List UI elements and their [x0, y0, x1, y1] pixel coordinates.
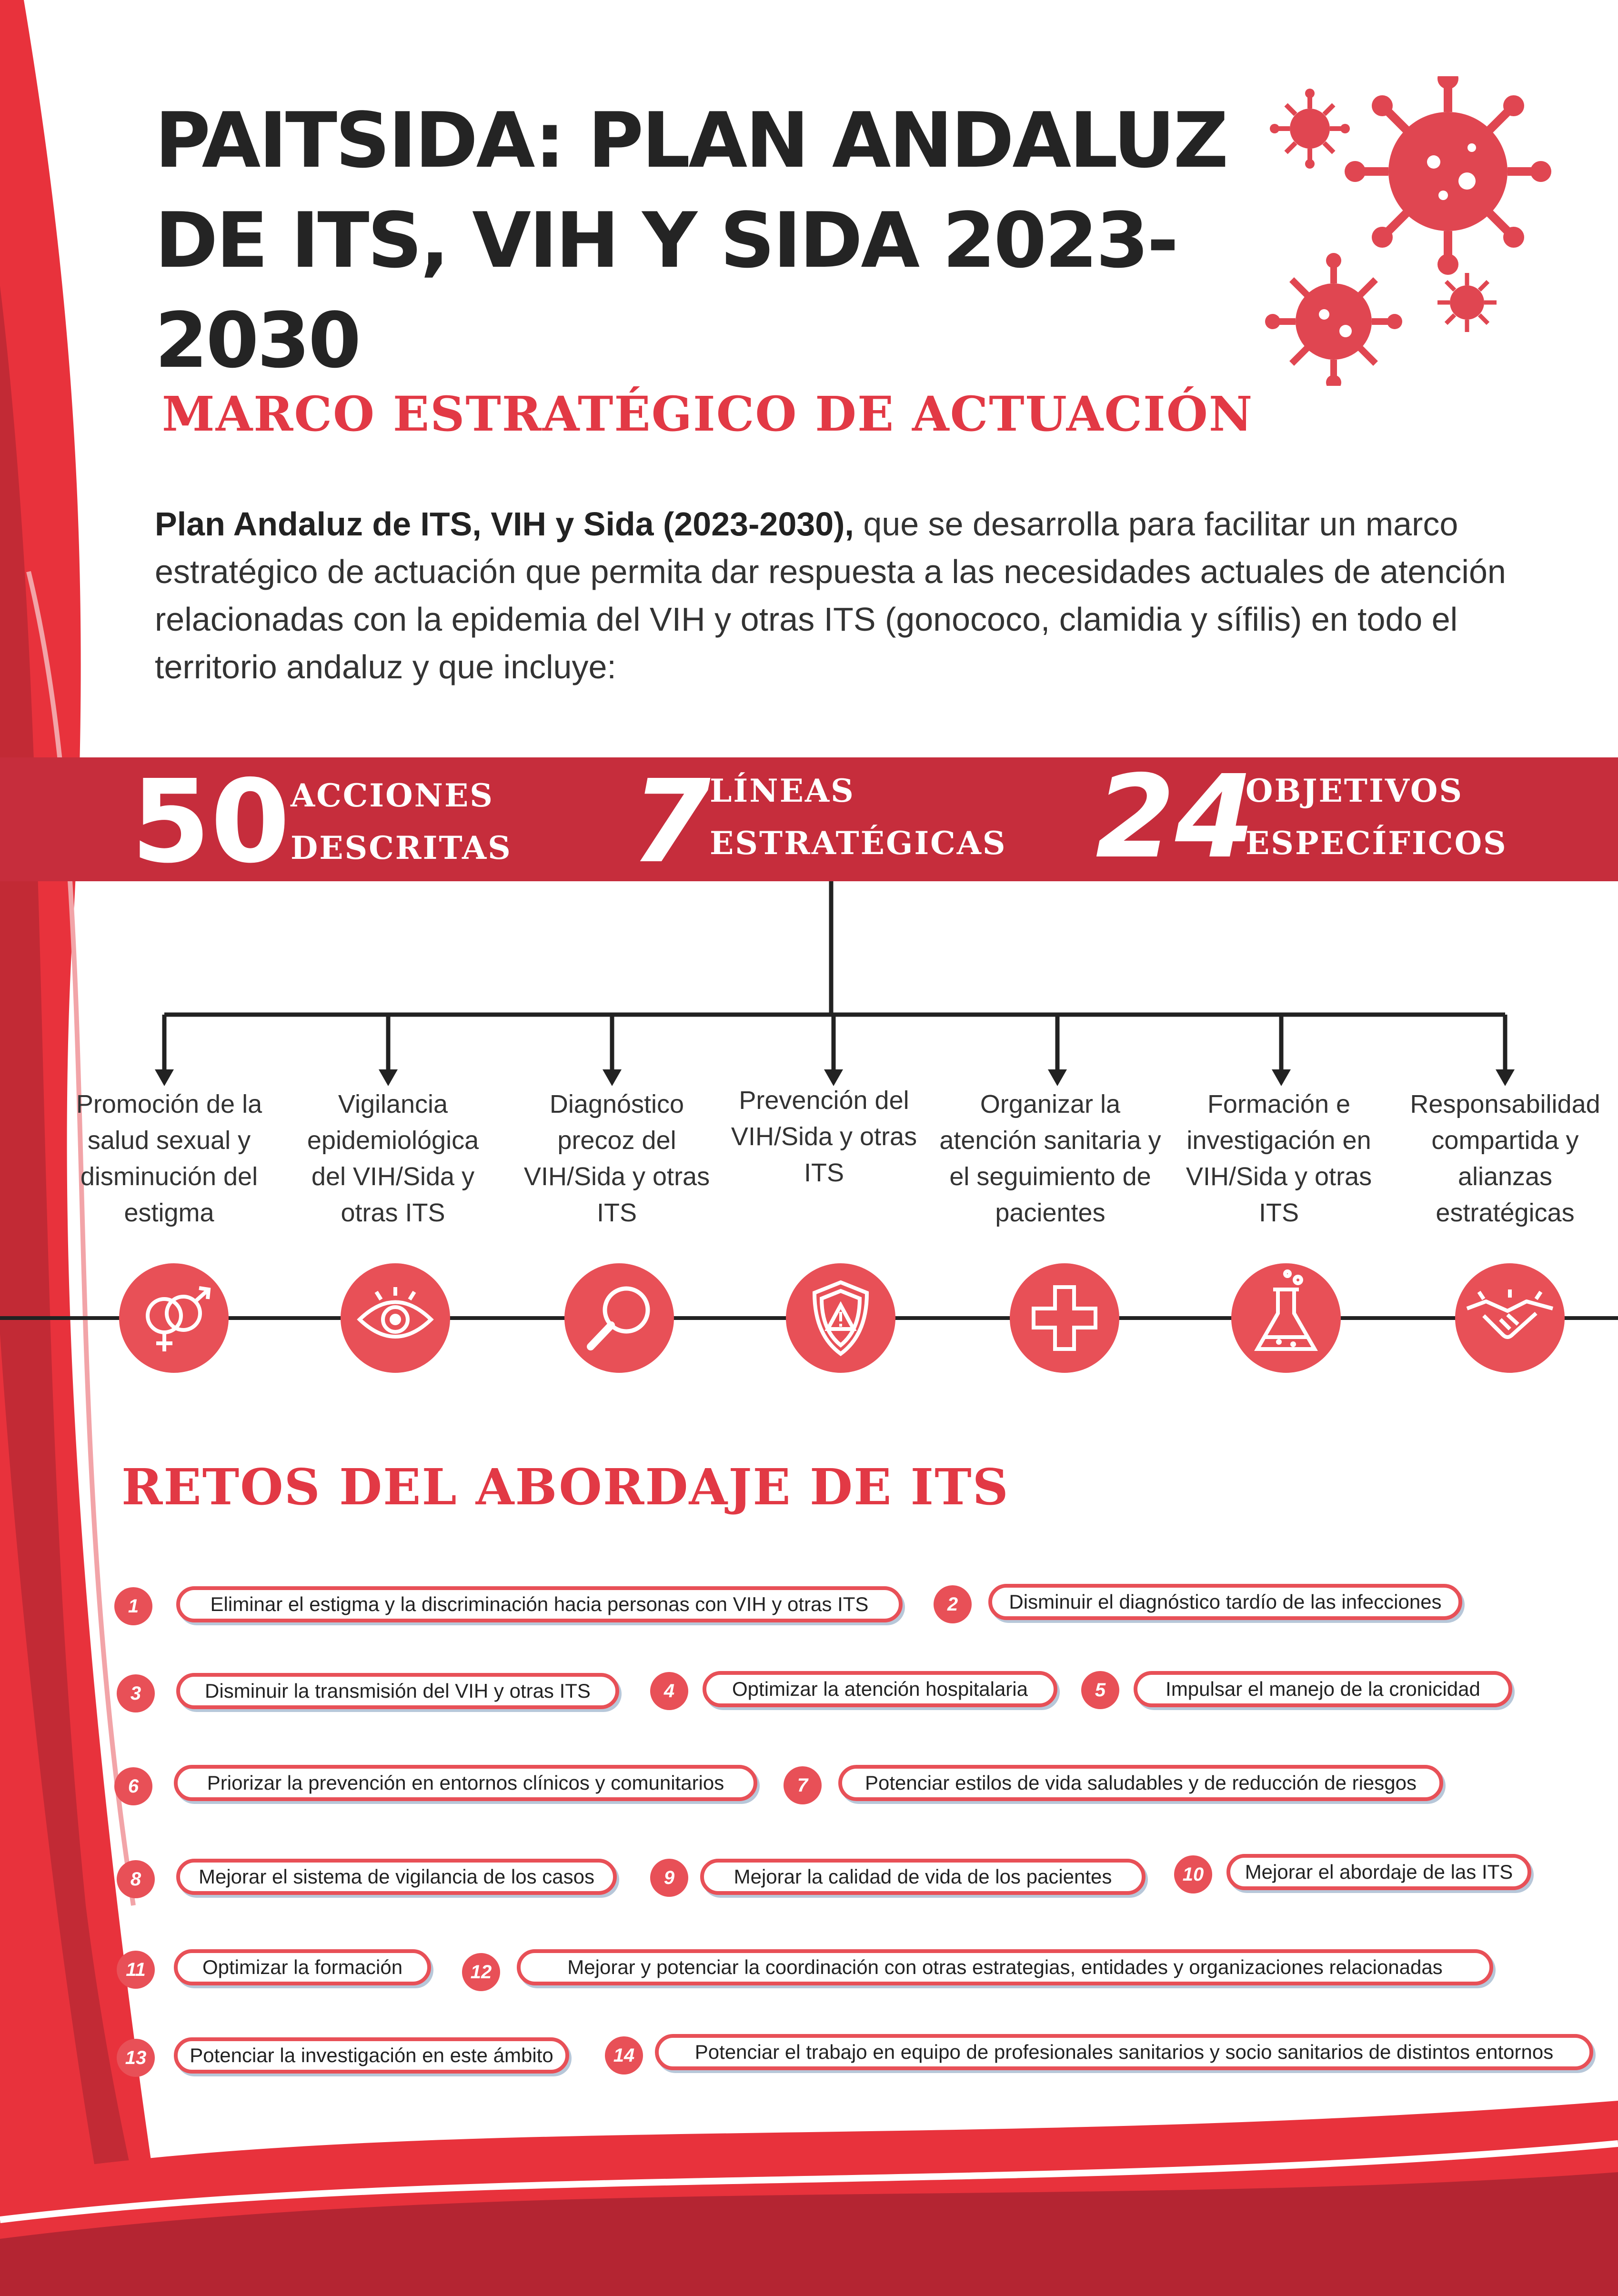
virus-icon	[1437, 273, 1497, 332]
connector-lines	[0, 881, 1618, 1096]
reto-pill: Mejorar y potenciar la coordinación con otras estrategias, entidades y organizaciones relacionadas	[517, 1949, 1493, 1985]
virus-icon	[1345, 76, 1551, 275]
section-title-marco: MARCO ESTRATÉGICO DE ACTUACIÓN	[162, 386, 1254, 442]
stat-number-lineas: 7	[631, 755, 711, 888]
eye-icon	[341, 1263, 450, 1373]
stat-number-objetivos: 24	[1095, 750, 1255, 884]
stat-label-line: ESPECÍFICOS	[1246, 825, 1507, 862]
circle-diagnostico	[564, 1263, 674, 1373]
reto-pill: Disminuir el diagnóstico tardío de las infecciones	[988, 1584, 1462, 1620]
stat-label-line: OBJETIVOS	[1246, 772, 1463, 809]
reto-number: 4	[650, 1672, 688, 1710]
stat-label-acciones	[291, 769, 512, 874]
reto-pill: Impulsar el manejo de la cronicidad	[1134, 1671, 1512, 1707]
line-label-responsabilidad: Responsabilidad compartida y alianzas estratégicas	[1410, 1090, 1600, 1227]
stat-label-line: LÍNEAS	[710, 772, 855, 809]
reto-number: 11	[117, 1951, 155, 1989]
circle-responsabilidad	[1455, 1263, 1565, 1373]
line-label-vigilancia: Vigilancia epidemiológica del VIH/Sida y otras ITS	[307, 1090, 479, 1227]
reto-number: 2	[934, 1585, 972, 1623]
line-label-diagnostico: Diagnóstico precoz del VIH/Sida y otras ITS	[523, 1090, 710, 1227]
stat-label-objetivos	[1246, 765, 1507, 869]
stat-label-line: ACCIONES	[291, 777, 494, 814]
intro-bold: Plan Andaluz de ITS, VIH y Sida (2023-2030),	[155, 505, 854, 543]
circle-organizar	[1010, 1263, 1119, 1373]
shield-warning-icon	[786, 1263, 895, 1373]
reto-pill: Potenciar el trabajo en equipo de profesionales sanitarios y socio sanitarios de distintos entornos	[655, 2034, 1593, 2070]
handshake-icon	[1455, 1263, 1565, 1373]
reto-number: 7	[784, 1766, 822, 1804]
line-label-organizar: Organizar la atención sanitaria y el seguimiento de pacientes	[939, 1090, 1161, 1227]
reto-number: 5	[1081, 1671, 1119, 1709]
flask-icon	[1231, 1263, 1341, 1373]
reto-number: 6	[114, 1767, 152, 1805]
reto-number: 10	[1174, 1855, 1212, 1893]
reto-number: 12	[462, 1953, 500, 1991]
reto-pill: Mejorar la calidad de vida de los pacientes	[700, 1859, 1146, 1895]
stat-number-acciones: 50	[131, 755, 290, 888]
reto-number: 9	[650, 1859, 688, 1897]
reto-pill: Mejorar el sistema de vigilancia de los casos	[176, 1859, 617, 1895]
reto-number: 14	[605, 2036, 643, 2074]
virus-icon	[1265, 253, 1402, 386]
circle-prevencion	[786, 1263, 895, 1373]
gender-symbols-icon	[119, 1263, 229, 1373]
circle-vigilancia	[341, 1263, 450, 1373]
reto-pill: Potenciar estilos de vida saludables y de reducción de riesgos	[838, 1765, 1443, 1801]
stat-label-line: DESCRITAS	[291, 829, 512, 866]
stat-label-lineas	[710, 765, 1007, 869]
circle-promocion	[119, 1263, 229, 1373]
stat-label-line: ESTRATÉGICAS	[710, 825, 1007, 862]
section-title-retos: RETOS DEL ABORDAJE DE ITS	[121, 1458, 1009, 1516]
reto-pill: Priorizar la prevención en entornos clínicos y comunitarios	[174, 1765, 757, 1801]
page-title: PAITSIDA: PLAN ANDALUZ DE ITS, VIH Y SIDA 2023-2030	[155, 96, 1227, 385]
reto-pill: Eliminar el estigma y la discriminación hacia personas con VIH y otras ITS	[176, 1586, 903, 1622]
intro-paragraph	[155, 500, 1536, 691]
reto-pill: Mejorar el abordaje de las ITS	[1226, 1854, 1531, 1890]
reto-pill: Disminuir la transmisión del VIH y otras ITS	[176, 1673, 619, 1709]
reto-number: 8	[117, 1860, 155, 1898]
circle-formacion	[1231, 1263, 1341, 1373]
intro-text: que se desarrolla para facilitar un marco estratégico de actuación que permita dar respuesta a las necesidades actuales de atención relacionadas con la epidemia del VIH y otras ITS (gonococo, clamidia y sífilis) en todo el territorio andaluz y que incluye:	[155, 505, 1506, 685]
reto-number: 3	[117, 1674, 155, 1712]
line-label-promocion: Promoción de la salud sexual y disminución del estigma	[76, 1090, 262, 1227]
magnifier-icon	[564, 1263, 674, 1373]
reto-pill: Potenciar la investigación en este ámbito	[174, 2037, 569, 2074]
line-label-formacion: Formación e investigación en VIH/Sida y otras ITS	[1186, 1090, 1372, 1227]
line-label-prevencion: Prevención del VIH/Sida y otras ITS	[731, 1086, 917, 1187]
medical-cross-icon	[1010, 1263, 1119, 1373]
virus-icon-group	[1257, 76, 1553, 386]
reto-pill: Optimizar la formación	[174, 1949, 431, 1985]
virus-icon	[1270, 89, 1350, 169]
reto-number: 1	[114, 1587, 152, 1625]
reto-number: 13	[117, 2039, 155, 2077]
reto-pill: Optimizar la atención hospitalaria	[703, 1671, 1057, 1707]
